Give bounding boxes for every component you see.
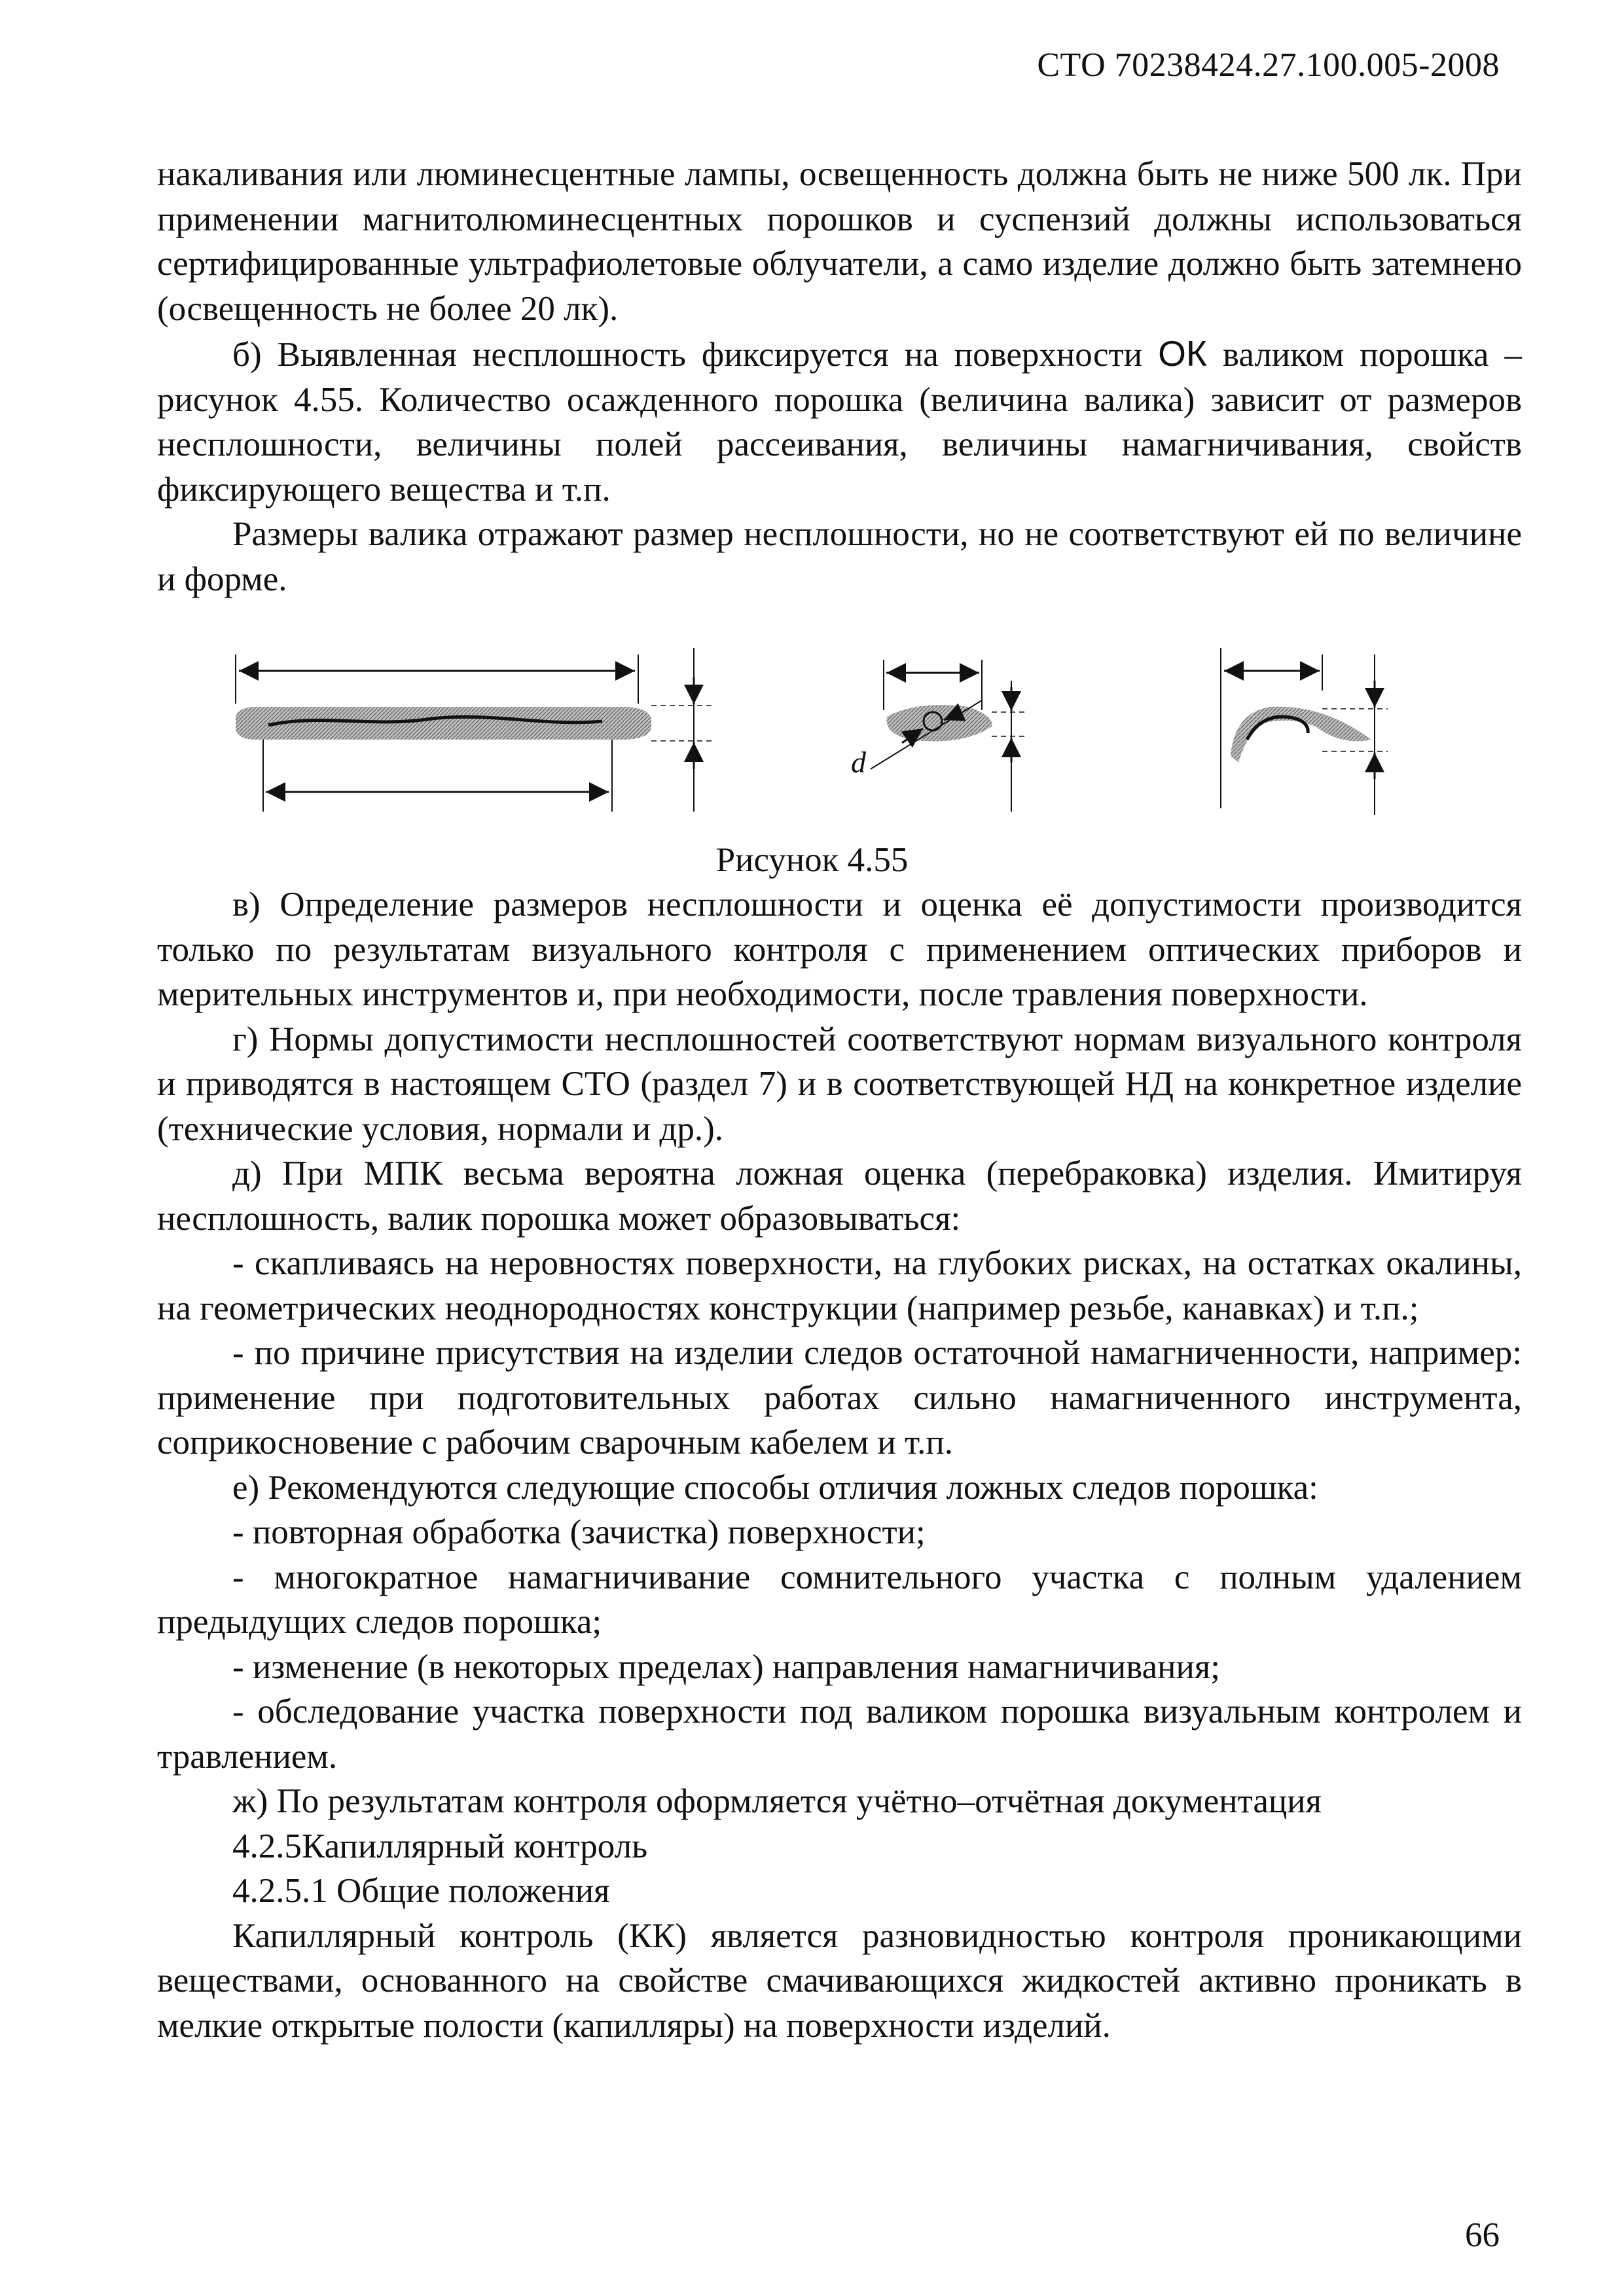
paragraph-g: г) Нормы допустимости несплошностей соответствуют нормам визуального контроля и приводятся в настоящем СТО (раздел 7) и в соответствующей НД на конкретное изделие (технические условия, нормали и др.). [157,1020,1522,1148]
paragraph-b-start: б) Выявленная несплошность фиксируется на поверхности [232,336,1159,374]
list-item: - многократное намагничивание сомнительного участка с полным удалением предыдущих следов порошка; [157,1558,1522,1641]
figure-part-elongated-roller [236,648,713,812]
list-item: - повторная обработка (зачистка) поверхности; [232,1513,926,1551]
paragraph-kk: Капиллярный контроль (КК) является разновидностью контроля проникающими веществами, основанного на свойстве смачивающихся жидкостей активно проникать в мелкие открытые полости (капилляры) на поверхности изделий. [157,1916,1522,2045]
document-code-header: СТО 70238424.27.100.005-2008 [1037,46,1500,84]
list-item: - по причине присутствия на изделии следов остаточной намагниченности, например: применение при подготовительных работах сильно намагниченного инструмента, соприкосновение с рабочим сварочным кабелем и т.п. [157,1334,1522,1462]
list-item: - обследование участка поверхности под валиком порошка визуальным контролем и травлением. [157,1693,1522,1776]
paragraph-continuation: накаливания или люминесцентные лампы, освещенность должна быть не ниже 500 лк. При применении магнитолюминесцентных порошков и суспензий должны использоваться сертифицированные ультрафиолетовые облучатели, а само изделие должно быть затемнено (освещенность не более 20 лк). [157,155,1522,328]
paragraph-b-end: валиком порошка – рисунок 4.55. Количество осажденного порошка (величина валика) зависит от размеров несплошности, величины полей рассеивания, величины намагничивания, свойств фиксирующего вещества и т.п. [157,336,1522,509]
paragraph-e: е) Рекомендуются следующие способы отличия ложных следов порошка: [232,1468,1318,1507]
figure-4-55 [216,641,1460,838]
paragraph-d: д) При МПК весьма вероятна ложная оценка (перебраковка) изделия. Имитируя несплошность, валик порошка может образовываться: [157,1155,1522,1238]
paragraph-v: в) Определение размеров несплошности и оценка её допустимости производится только по результатам визуального контроля с применением оптических приборов и мерительных инструментов и, при необходимости, после травления поверхности. [157,886,1522,1013]
paragraph-roller-size: Размеры валика отражают размер несплошности, но не соответствуют ей по величине и форме. [157,515,1522,598]
text-block-bottom [157,882,1522,2048]
figure-caption: Рисунок 4.55 [715,841,909,879]
paragraph-b [157,331,1522,512]
list-item: - скапливаясь на неровностях поверхности, на глубоких рисках, на остатках окалины, на геометрических неоднородностях конструкции (например резьбе, канавках) и т.п.; [157,1244,1522,1327]
figure-part-round-defect [851,660,1028,812]
diameter-label: d [851,745,866,779]
figure-part-curved-defect [1221,648,1388,815]
list-item: - изменение (в некоторых пределах) направления намагничивания; [232,1647,1220,1686]
paragraph-zh: ж) По результатам контроля оформляется учётно–отчётная документация [232,1782,1322,1820]
section-heading: 4.2.5Капиллярный контроль [232,1827,648,1865]
subsection-heading: 4.2.5.1 Общие положения [232,1872,610,1910]
text-block-top [157,152,1522,601]
page-number: 66 [1465,2216,1500,2254]
ok-abbreviation: ОК [1158,333,1207,374]
